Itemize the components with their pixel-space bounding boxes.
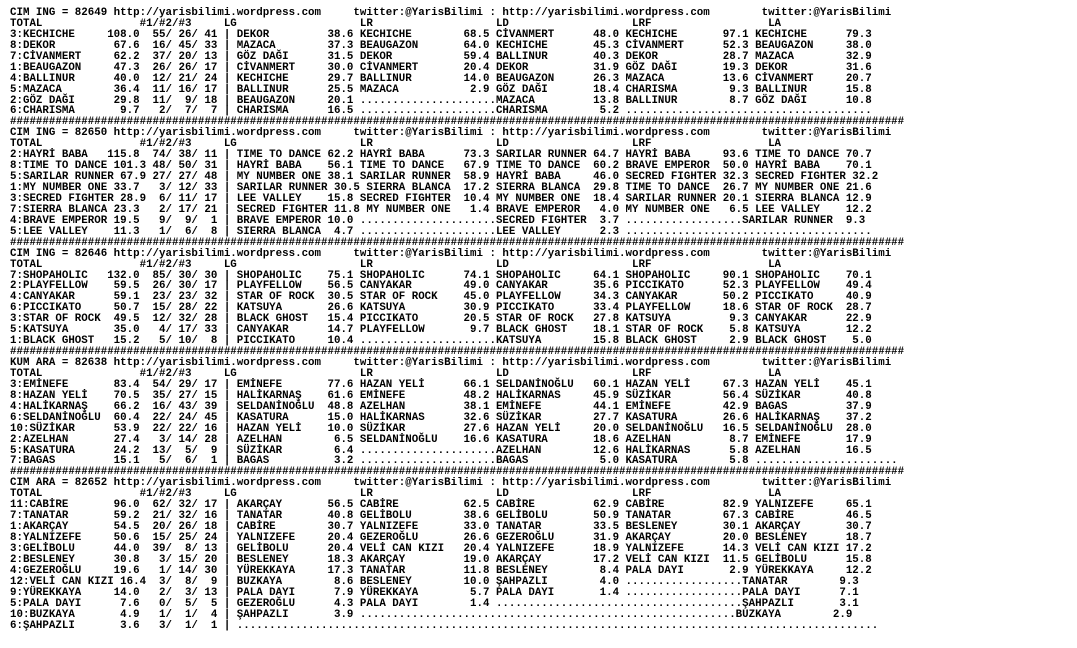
text-line: 11:CABİRE 96.0 62/ 32/ 17 | AKARÇAY 56.5 CABİRE 62.5 CABİRE 62.9 CABİRE 82.9 YALNIZEFE 65.1 (10, 499, 872, 512)
text-line: 10:SÜZİKAR 53.9 22/ 22/ 16 | HAZAN YELİ 10.0 SÜZİKAR 27.6 HAZAN YELİ 20.0 SELDANİNOĞLU 16.5 SELDANİNOĞLU 28.0 (10, 422, 872, 435)
text-line: 5:LEE VALLEY 11.3 1/ 6/ 8 | SIERRA BLANCA 4.7 .....................LEE VALLEY 2.3 ...................................... (10, 225, 872, 238)
text-line: 4:CANYAKAR 59.1 23/ 23/ 32 | STAR OF ROCK 30.5 STAR OF ROCK 45.0 PLAYFELLOW 34.3 CANYAKAR 50.2 PICCIKATO 40.9 (10, 291, 872, 304)
text-line: 6:SELDANİNOĞLU 60.4 22/ 24/ 45 | KASATURA 15.0 HALİKARNAS 32.6 SÜZİKAR 27.7 KASATURA 26.6 HALİKARNAŞ 37.2 (10, 411, 872, 424)
text-line: 3:GELİBOLU 44.0 39/ 8/ 13 | GELİBOLU 20.4 VELİ CAN KIZI 20.4 YALNIZEFE 18.9 YALNIZEFE 14.3 VELİ CAN KIZI 17.2 (10, 542, 872, 555)
text-line: 3:EMİNEFE 83.4 54/ 29/ 17 | EMİNEFE 77.6 HAZAN YELİ 66.1 SELDANİNOĞLU 60.1 HAZAN YELİ 67.3 HAZAN YELİ 45.1 (10, 378, 872, 391)
text-line: 5:SARILAR RUNNER 67.9 27/ 27/ 48 | MY NUMBER ONE 38.1 SARILAR RUNNER 58.9 HAYRİ BABA 46.0 SECRED FIGHTER 32.3 SECRED FIGHTER 32.2 (10, 171, 879, 184)
text-line: 1:BLACK GHOST 15.2 5/ 10/ 8 | PICCIKATO 10.4 .....................KATSUYA 15.8 BLACK GHOST 2.9 BLACK GHOST 5.0 (10, 335, 872, 348)
text-line: 7:TANATAR 59.2 21/ 32/ 16 | TANATAR 40.8 GELİBOLU 38.6 GELİBOLU 50.9 TANATAR 67.3 CABİRE 46.5 (10, 510, 872, 523)
race-statistics-document (10, 8, 1070, 631)
text-line: 8:TIME TO DANCE 101.3 48/ 50/ 31 | HAYRİ BABA 56.1 TIME TO DANCE 67.9 TIME TO DANCE 60.2 BRAVE EMPEROR 50.0 HAYRİ BABA 70.1 (10, 160, 872, 173)
text-line: 3:STAR OF ROCK 49.5 12/ 32/ 28 | BLACK GHOST 15.4 PICCIKATO 20.5 STAR OF ROCK 27.8 KATSUYA 9.3 CANYAKAR 22.9 (10, 313, 872, 326)
text-line: 3:KECHICHE 108.0 55/ 26/ 41 | DEKOR 38.6 KECHICHE 68.5 CİVANMERT 48.0 KECHICHE 97.1 KECHICHE 79.3 (10, 28, 872, 41)
text-line: 2:AZELHAN 27.4 3/ 14/ 28 | AZELHAN 6.5 SELDANİNOĞLU 16.6 KASATURA 18.6 AZELHAN 8.7 EMİNEFE 17.9 (10, 433, 872, 446)
text-line: 7:CİVANMERT 62.2 37/ 20/ 13 | GÖZ DAĞI 31.5 DEKOR 59.4 BALLINUR 40.3 DEKOR 28.7 MAZACA 32.9 (10, 50, 872, 63)
text-line: TOTAL #1/#2/#3 LG LR LD LRF LA (10, 488, 782, 501)
text-line: 2:GÖZ DAĞI 29.8 11/ 9/ 18 | BEAUGAZON 20.1 .....................MAZACA 13.8 BALLINUR 8.7 GÖZ DAĞI 10.8 (10, 94, 872, 107)
text-line: CIM ING = 82649 http://yarisbilimi.wordpress.com twitter:@YarisBilimi : http://yarisbilimi.wordpress.com twitter:@YarisBilimi (10, 7, 892, 19)
text-line: 7:SHOPAHOLIC 132.0 85/ 30/ 30 | SHOPAHOLIC 75.1 SHOPAHOLIC 74.1 SHOPAHOLIC 64.1 SHOPAHOLIC 90.1 SHOPAHOLIC 70.1 (10, 269, 872, 282)
text-line: 1:AKARÇAY 54.5 20/ 26/ 18 | CABİRE 30.7 YALNIZEFE 33.0 TANATAR 33.5 BESLENEY 30.1 AKARÇAY 30.7 (10, 521, 872, 534)
text-line: 2:BESLENEY 30.8 3/ 15/ 20 | BESLENEY 18.3 AKARÇAY 19.0 AKARÇAY 17.2 VELİ CAN KIZI 11.5 GELİBOLU 15.8 (10, 553, 872, 566)
text-line: 6:PICCIKATO 50.7 15/ 28/ 22 | KATSUYA 26.6 KATSUYA 30.9 PICCIKATO 33.4 PLAYFELLOW 18.6 STAR OF ROCK 28.7 (10, 302, 872, 315)
text-line: 6:ŞAHPAZLI 3.6 3/ 1/ 1 | ................................................................................................... (10, 619, 879, 632)
text-line: CIM ING = 82646 http://yarisbilimi.wordpress.com twitter:@YarisBilimi : http://yarisbilimi.wordpress.com twitter:@YarisBilimi (10, 247, 892, 260)
text-line: 1:MY NUMBER ONE 33.7 3/ 12/ 33 | SARILAR RUNNER 30.5 SIERRA BLANCA 17.2 SIERRA BLANCA 29.8 TIME TO DANCE 26.7 MY NUMBER ONE 21.6 (10, 182, 872, 194)
text-line: 8:HAZAN YELİ 70.5 35/ 27/ 15 | HALİKARNAŞ 61.6 EMİNEFE 48.2 HALİKARNAS 45.9 SÜZİKAR 56.4 SÜZİKAR 40.8 (10, 389, 872, 402)
text-line: TOTAL #1/#2/#3 LG LR LD LRF LA (10, 17, 782, 30)
text-line: 4:GEZEROĞLU 19.6 1/ 14/ 30 | YÜREKKAYA 17.3 TANATAR 11.8 BESLENEY 8.4 PALA DAYI 2.9 YÜREKKAYA 12.2 (10, 564, 872, 577)
text-line: 8:YALNIZEFE 50.6 15/ 25/ 24 | YALNIZEFE 20.4 GEZEROĞLU 26.6 GEZEROĞLU 31.9 AKARÇAY 20.0 BESLENEY 18.7 (10, 532, 872, 544)
text-line: 8:DEKOR 67.6 16/ 45/ 33 | MAZACA 37.3 BEAUGAZON 64.0 KECHICHE 45.3 CİVANMERT 52.3 BEAUGAZON 38.0 (10, 39, 872, 52)
text-line: 7:SIERRA BLANCA 23.3 2/ 17/ 21 | SECRED FIGHTER 11.8 MY NUMBER ONE 1.4 BRAVE EMPEROR 4.0 MY NUMBER ONE 6.5 LEE VALLEY 12.2 (10, 203, 872, 216)
text-line: ########################################################################################################################################## (10, 346, 905, 359)
text-line: 5:KASATURA 24.2 13/ 5/ 9 | SÜZİKAR 6.4 .....................AZELHAN 12.6 HALİKARNAS 5.8 AZELHAN 16.5 (10, 444, 872, 457)
text-line: 3:SECRED FIGHTER 28.9 6/ 11/ 17 | LEE VALLEY 15.8 SECRED FIGHTER 10.4 MY NUMBER ONE 18.4 SARILAR RUNNER 20.1 SIERRA BLANCA 12.9 (10, 192, 872, 205)
text-line: ########################################################################################################################################## (10, 466, 905, 479)
text-line: 9:YÜREKKAYA 14.0 2/ 3/ 13 | PALA DAYI 7.9 YÜREKKAYA 5.7 PALA DAYI 1.4 ..................PALA DAYI 7.1 (10, 586, 859, 599)
text-line: 12:VELİ CAN KIZI 16.4 3/ 8/ 9 | BUZKAYA 8.6 BESLENEY 10.0 ŞAHPAZLI 4.0 ..................TANATAR 9.3 (10, 575, 859, 588)
text-line: 2:PLAYFELLOW 59.5 26/ 30/ 17 | PLAYFELLOW 56.5 CANYAKAR 49.0 CANYAKAR 35.6 PICCIKATO 52.3 PLAYFELLOW 49.4 (10, 280, 872, 293)
text-line: 10:BUZKAYA 4.9 1/ 1/ 4 | ŞAHPAZLI 3.9 ..........................................................BUZKAYA 2.9 (10, 608, 853, 621)
text-line: 5:MAZACA 36.4 11/ 16/ 17 | BALLINUR 25.5 MAZACA 2.9 GÖZ DAĞI 18.4 CHARISMA 9.3 BALLINUR 15.8 (10, 83, 872, 96)
text-line: ########################################################################################################################################## (10, 236, 905, 249)
text-line: CIM ARA = 82652 http://yarisbilimi.wordpress.com twitter:@YarisBilimi : http://yarisbilimi.wordpress.com twitter:@YarisBilimi (10, 477, 892, 490)
text-line: TOTAL #1/#2/#3 LG LR LD LRF LA (10, 258, 782, 271)
text-line: 4:BALLINUR 40.0 12/ 21/ 24 | KECHICHE 29.7 BALLINUR 14.0 BEAUGAZON 26.3 MAZACA 13.6 CİVANMERT 20.7 (10, 72, 872, 85)
text-line: 7:BAGAS 15.1 5/ 6/ 1 | BAGAS 3.2 .....................BAGAS 5.0 KASATURA 5.8 ...................... (10, 455, 898, 468)
text-line: 5:PALA DAYI 7.6 0/ 5/ 5 | GEZEROĞLU 4.3 PALA DAYI 1.4 ......................................ŞAHPAZLI 3.1 (10, 597, 859, 610)
text-line: 5:KATSUYA 35.0 4/ 17/ 33 | CANYAKAR 14.7 PLAYFELLOW 9.7 BLACK GHOST 18.1 STAR OF ROCK 5.8 KATSUYA 12.2 (10, 324, 872, 337)
text-line: 6:CHARISMA 9.7 2/ 7/ 7 | CHARISMA 16.5 .....................CHARISMA 5.2 ...................................... (10, 105, 872, 118)
text-line: ########################################################################################################################################## (10, 116, 905, 129)
text-line: 2:HAYRİ BABA 115.8 74/ 38/ 11 | TIME TO DANCE 62.2 HAYRİ BABA 73.3 SARILAR RUNNER 64.7 HAYRİ BABA 93.6 TIME TO DANCE 70.7 (10, 149, 872, 162)
text-line: CIM ING = 82650 http://yarisbilimi.wordpress.com twitter:@YarisBilimi : http://yarisbilimi.wordpress.com twitter:@YarisBilimi (10, 127, 892, 140)
text-line: 4:HALİKARNAŞ 66.2 16/ 43/ 39 | SELDANİNOĞLU 48.8 AZELHAN 38.1 EMİNEFE 44.1 EMİNEFE 42.9 BAGAS 37.9 (10, 400, 872, 413)
text-line: KUM ARA = 82638 http://yarisbilimi.wordpress.com twitter:@YarisBilimi : http://yarisbilimi.wordpress.com twitter:@YarisBilimi (10, 357, 892, 369)
text-line: TOTAL #1/#2/#3 LG LR LD LRF LA (10, 138, 782, 151)
text-line: TOTAL #1/#2/#3 LG LR LD LRF LA (10, 367, 782, 380)
text-line: 4:BRAVE EMPEROR 19.5 9/ 9/ 1 | BRAVE EMPEROR 10.0 .....................SECRED FIGHTER 3.7 ..................SARILAR RUNNER 9.3 (10, 214, 866, 227)
text-line: 1:BEAUGAZON 47.3 26/ 26/ 17 | CİVANMERT 30.0 CİVANMERT 20.4 DEKOR 31.9 GÖZ DAĞI 19.3 DEKOR 31.6 (10, 61, 872, 74)
